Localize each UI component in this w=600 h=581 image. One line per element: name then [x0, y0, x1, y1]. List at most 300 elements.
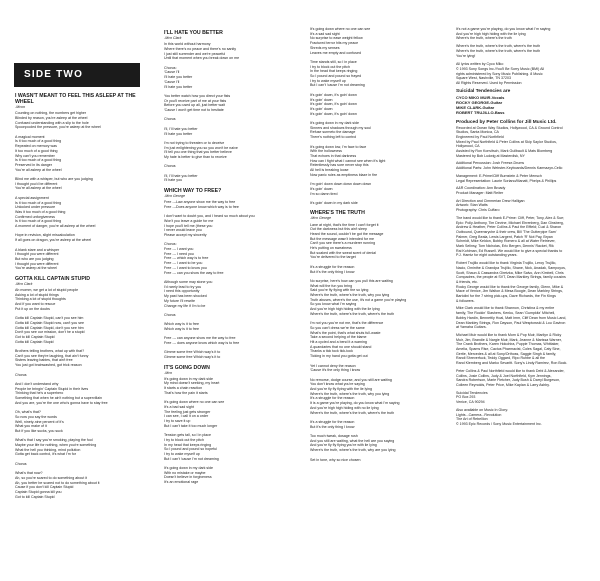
lyric-line: Where's the truth, where's the truth, why you lying [310, 391, 390, 396]
lyric-line: I don't want to doubt you, and I heard so much about you [164, 214, 255, 219]
text-line: Collins, Josie Collins, Judy & Joel Northfield, Kym Jennings, [456, 373, 552, 378]
lyric-line: And you're fly fly fiying you're with lie lying [310, 443, 377, 448]
lyric-line: Free --- can anyone show me the way to free [164, 336, 236, 341]
lyric-line: So I pound and pound so frayed [310, 74, 362, 79]
lyric-line: Now panic rules as emptiness blaze in fire [310, 172, 378, 177]
lyric-line: Why can't you remember [15, 153, 55, 158]
lyric-line: Chorus [164, 117, 176, 122]
text-line: Where's the truth, where's the truth, where's the truth [456, 44, 541, 49]
lyric-line: Got to kill Captain Stupid [15, 334, 55, 339]
lyric-line: I'll, I'll hate you better [164, 126, 198, 131]
lyric-line: And you're fly fly fiying with the lie lying [310, 387, 373, 392]
lyric-line: It's goin' down [310, 106, 333, 111]
lyric-line: That echoes in that darkness [310, 153, 357, 158]
lyric-credits [456, 62, 590, 86]
lyric-line: It's going down low, I'm face to face [310, 144, 367, 149]
lyric-line: Thinking that he's a superhero [15, 391, 64, 396]
lyric-line: Cause if you don't kill Captain Stupid [15, 485, 74, 490]
lyric-line: Or you'll receive part of me at your fists [164, 98, 227, 103]
lyric-line: But it's the only thing I know [310, 424, 355, 429]
lyric-line: But I can't 'cause I'm not dreaming [310, 83, 365, 88]
lyric-line: Free ---Does anyone know which way is to free [164, 204, 239, 209]
lyric-line: Said you're fly fiying with the so lying [310, 288, 369, 293]
text-line: Mark Selinsy, Tom Nicholas, Eric Bergen, Dennis' Racket, Rik [456, 244, 554, 249]
lyric-line: I'll, I'll hate you better [164, 173, 198, 178]
side-two-banner: SIDE TWO [14, 63, 140, 87]
lyric-line: Chorus: [164, 242, 177, 247]
lyric-line: I thought you were different [15, 252, 59, 257]
lyric-line: Unlocked under pressure [15, 205, 56, 210]
lyric-line: A quandaries that no one should stand [310, 344, 372, 349]
lyric-line: I'm just enlightening you so you won't be naive [164, 145, 238, 150]
lyric-line: Well, ninety-nine percent of it's [15, 419, 64, 424]
verse [164, 400, 295, 428]
lyric-line: Gotta kill Captain Stupid [15, 339, 54, 344]
lyric-line: What you make of it [15, 424, 47, 429]
lyric-line: You don't know what you're saying [310, 382, 365, 387]
lyric-line: It's a sad sad sight [310, 31, 340, 36]
lyric-line: Ah, so you're scared to do something about it [15, 475, 88, 480]
lyric-line: Time stands still, so I in place [310, 59, 357, 64]
text-line: Rai Kohlman, Ed Russell. We would like to give a special thanks to [456, 248, 563, 253]
lyric-line: Free --- I need you [164, 251, 194, 256]
lyric-line: Where's the truth, where's the truth, why are you lying [310, 448, 396, 453]
verse [310, 265, 445, 274]
verse [310, 378, 445, 416]
lyric-line: Thinking a lot of stupid thoughts [15, 297, 66, 302]
verse [15, 438, 149, 457]
lyric-line: Truth abuses, where's the use, it's not a game you're playing [310, 297, 407, 302]
verse [310, 60, 445, 88]
text-line: Amelia, Spams Rise, Cactus Pharmacist, Coles Sagal, Caty Sine, [456, 347, 561, 352]
lyric-line: Free --- I want to be you [164, 261, 203, 266]
verse [164, 164, 295, 169]
lyric-line: Heard the sound, couldn't be got the message [310, 231, 384, 236]
lyric-line: Set in tone, why so nice chosen [310, 457, 361, 462]
text-line: at Yamaha Guitars. [456, 325, 487, 330]
lyric-line: And I don't understand why [15, 381, 59, 386]
lyric-line: You're delivered to the target [310, 255, 356, 260]
text-line: Suicidal Tendencies [456, 390, 488, 395]
lyric-line: Hope in revision, slight miscalculation [15, 233, 75, 238]
lyric-line: Asking a lot of stupid things [15, 292, 59, 297]
song [15, 276, 149, 500]
lyric-line: Ah, you better be scared not to do something about it [15, 480, 100, 485]
lyric-line: Lane at night, that's the time I can't forget it [310, 222, 379, 227]
lyric-line: Don't you see our mission, don't he a stupid [15, 330, 85, 335]
song-title: I WASN'T MEANT TO FEEL THIS ASLEEP AT THE WHEEL [15, 93, 136, 105]
text-line: Mike Clark would like to thank Shannon, Christina & my entire [456, 306, 555, 311]
lyric-line: It's going down where no one can see [310, 27, 371, 31]
text-line: PO Box 293 [456, 395, 476, 400]
lyric-line: Tension gets tall, so I in place [164, 433, 211, 438]
text-line: Michael Muir would like to thank Mom & Pop Muir, Marilyn & Ricky [456, 332, 562, 337]
song-title: WHERE'S THE TRUTH [310, 210, 365, 217]
column-3 [310, 27, 445, 577]
song [310, 210, 445, 462]
verse [310, 93, 445, 117]
lyric-line: Take a second helping of the blame [310, 335, 367, 340]
text-line: Management: E-Prime/Cliff Burnstein & Peter Mensch [456, 173, 542, 178]
lyric-line: You better watch how you direct your fists [164, 93, 231, 98]
lyric-line: It's goin' down, it's goin' down [310, 111, 357, 116]
lyric-line: Where's the truth, where's the truth, why you lying [310, 293, 390, 298]
verse [164, 214, 295, 238]
text-line: Hollywood, CA [456, 144, 480, 149]
lyric-line: The feeling just gets stronger [164, 409, 211, 414]
lyric-line: Maybe your life for nothing, when you're something [15, 443, 97, 448]
lyric-line: But if you like sucks, you suck [15, 428, 63, 433]
lyric-line: You're all asleep at the wheel [15, 186, 62, 191]
lyric-line: Chorus [15, 372, 27, 377]
band-heading: Suicidal Tendencies are [456, 88, 511, 94]
song-credit: -Mcn Clark [164, 36, 182, 40]
lyric-line: I'm not you you're not me, that's the difference [310, 321, 384, 326]
production-credits [456, 126, 590, 285]
verse [310, 201, 445, 206]
text-line: Scott, Shaun & Cassandra Giretzka, Mike Salvo, Ann Kimbell, Chris [456, 270, 564, 275]
lyric-line: Gotta kill Captain Stupid now, can't you see [15, 320, 85, 325]
verse [164, 141, 295, 160]
lyric-line: Won't you leave a guide for me [164, 218, 214, 223]
lyric-line: I try to save it up [164, 419, 191, 424]
verse [164, 377, 295, 396]
song [164, 188, 295, 360]
lyric-line: Until that moment when you break down on me [164, 56, 240, 61]
lyric-line: Free --- does anyone know which way is to free [164, 341, 240, 346]
verse [15, 471, 149, 499]
verse [164, 200, 295, 209]
lyric-line: He's putting on sweatness [310, 246, 352, 251]
text-line: P.J. Hamtz for eight outstanding years. [456, 253, 518, 258]
lyric-line: A magical moment [15, 134, 45, 139]
lyric-line: Is it too much of a good thing [15, 200, 62, 205]
band-member: ROBERT TRUJILLO-Bass [456, 110, 505, 116]
verse [15, 196, 149, 229]
verse [15, 382, 149, 406]
song-credit: -Mcn Clark [15, 281, 33, 286]
text-line: Outbound, Queensryche & their crew, Bill 'The Gutterpipe Sam' [456, 229, 557, 234]
text-line: Engineered by Paul Northfield [456, 134, 504, 139]
lyric-line: Sinners and shadows through my soul [310, 125, 371, 130]
lyric-line: People be bringin' Captain Stupid in their lives [15, 386, 89, 391]
lyric-line: You're all asleep at the wheel [15, 167, 62, 172]
copyright-text: © 1993 Epic Records / Sony Music Entertainment Inc. [456, 421, 542, 426]
lyric-line: My future I'll rewrite [164, 298, 196, 303]
lyric-line: Gotta kill Captain Stupid, can't you see him [15, 316, 84, 321]
verse [310, 364, 445, 373]
song [164, 365, 295, 485]
lyric-line: It's goin' down in my dark side [310, 200, 358, 205]
text-line: Mixed by Paul Northfield & Peter Collins at Skip Saylor Studios, [456, 139, 557, 144]
verse [164, 313, 295, 318]
lyric-line: Oh, what's that? [15, 410, 41, 415]
lyric-line: It's an emotional rage [164, 480, 199, 485]
verse [15, 349, 149, 368]
lyric-line: What's the point, that's what shuts full-waste [310, 330, 381, 335]
lyric-line: What's that I say you're smoking, playing the fool [15, 438, 93, 443]
text-line: Art Direction and Cimmerian Drew Halligan [456, 198, 525, 203]
text-line: Square West, Nashville, TN 37203 [456, 76, 511, 81]
lyric-line: Chorus [15, 461, 27, 466]
lyric-line: Doesn't believe in forgiveness [164, 475, 212, 480]
lyric-line: So you know what I'm saying [310, 302, 357, 307]
text-line: All lyrics written by Cyco Miko [456, 62, 504, 67]
lyric-line: Blind me with a whisper, but who are you judging [15, 177, 93, 182]
song [164, 30, 295, 183]
verse [164, 466, 295, 485]
verse [15, 373, 149, 378]
song-title: IT'S GOING DOWN [164, 364, 210, 371]
text-line: Mace of Venice, Jim Walton & Mesa Boogie, Dean Markley Strings, [456, 289, 563, 294]
text-line: It's not a game you're playing, do you know what I'm saying [456, 27, 551, 31]
verse [15, 316, 149, 344]
lyric-line: Sisters leaving babies, that ain't free [15, 358, 73, 363]
text-line: Andrew & Heather, Peter Collins & Paul the Effield; Cuzi & Sharon [456, 225, 562, 230]
lyric-line: I'll tell you one thing that you better believe [164, 150, 232, 155]
verse [310, 223, 445, 261]
text-line: Rand Klemberg and Marko Sevaritt. Sony's Lindy Ramirez, Ron Bock. [456, 361, 568, 366]
lyric-line: What will the fun you bring [310, 283, 353, 288]
lyric-line: It's goin' down, it's goin' down [310, 102, 357, 107]
text-line: Artwork: Stan Watts [456, 203, 488, 208]
verse [310, 434, 445, 453]
text-line: Mastered by Bob Ludwig at Masterdisk, NY [456, 153, 525, 158]
lyric-line: It's going down in my dark side [164, 376, 214, 381]
lyric-line: That's how the pain it starts [164, 390, 208, 395]
lyric-line: Before you used up all, just better wait [164, 103, 225, 108]
text-line: Product Manager: Matt Reiter [456, 190, 504, 195]
lyric-line: With the hollowness [310, 149, 342, 154]
producer-heading: Produced by Peter Collins for Jill Music Ltd. [456, 119, 557, 125]
lyric-line: You just got brainwashed, got trick reason [15, 363, 82, 368]
lyric-line: Captain Stupid gonna kill you [15, 490, 62, 495]
verse [310, 321, 445, 359]
lyric-line: Is it too much of a good thing [15, 139, 62, 144]
text-line: Muir, Jim, Brandie & Nargie Muir, Mark, Jeanne & Marissa Warner, [456, 337, 562, 342]
lyric-line: It starts a chain reaction [164, 386, 203, 391]
lyric-line: Confirmed unforgiveness [15, 214, 55, 219]
lyric-line: Free --- I want to know you [164, 265, 207, 270]
lyric-line: Too much tweak, dosage rush [310, 434, 358, 439]
lyric-line: You're asleep at the wheel [15, 266, 57, 271]
lyric-line: I never would leave you [164, 228, 202, 233]
lyric-line: So you can't dress we're the same [310, 325, 365, 330]
verse [164, 117, 295, 122]
lyric-line: But I can't 'cause I'm not dreaming [164, 456, 219, 461]
lyric-line: Free --- I want you [164, 247, 194, 252]
thanks-credits [456, 285, 590, 427]
song-title: I'LL HATE YOU BETTER [164, 30, 223, 36]
text-line: & friends, etc. [456, 279, 478, 284]
lyric-line: Brothers telling brothers, what up with that? [15, 349, 85, 354]
lyric-line: It's a struggle for the reason [310, 264, 355, 269]
lyric-line: I'll hate you better [164, 75, 193, 80]
lyric-line: But who are you judging [15, 256, 54, 261]
text-line: Additional Percussion: Josh Freese-Drums [456, 161, 525, 166]
lyric-line: My mind doesn't seeking, my heart [164, 381, 220, 386]
lyric-line: Spoonpooled the pressure, you're asleep at the wheel [15, 125, 101, 130]
lyric-line: What the hell you thinking, mind pollution [15, 447, 81, 452]
text-line: Sandra Robertson, Marie Fletcher, Judy Bush & Darryl Burgeson, [456, 378, 561, 383]
song [15, 93, 149, 271]
song-credit: -Mcn George [164, 193, 185, 198]
text-line: And you're high high hiding with the lie lying [456, 31, 526, 36]
text-line: Robert Trujillo would like to thank Virginia Trujillo, Leroy Trujillo, [456, 261, 557, 266]
text-line: Where's the truth, where's the truth, where's the truth [456, 48, 541, 53]
text-line: rights administered by Sony Music Publishing. 8 Music [456, 71, 543, 76]
lyric-line: There's nothing left to control [310, 135, 357, 140]
lyric-line: Gotta get back control, it's what I'm for [15, 452, 76, 457]
lyric-line: It's a struggle for the reason [310, 396, 355, 401]
text-line: Dean Markley Strings, Ron Dayson, Paul Wesptowski & Lou Gaviron [456, 320, 566, 325]
verse [15, 248, 149, 272]
lyric-line: I'm so damn tired [310, 191, 338, 196]
text-line: Randi Shreverfuck, Teddy Oggard, Ripo Ruhbe & all the [456, 356, 546, 361]
band-member: ROCKY GEORGE-Guitar [456, 99, 503, 105]
intro-lyrics [456, 27, 590, 58]
lyric-line: A moment of danger, you're all asleep at the wheel [15, 224, 96, 229]
text-line: © 1993 Sony Songs Inc./You'll Be Sorry Music (BMI) All [456, 66, 545, 71]
lyric-line: Where's the truth, where's the truth, where's the truth [310, 311, 395, 316]
lyric-line: Thanks a tick tock tick-tock [310, 349, 353, 354]
lyric-line: And you still are waiting, what the hell are you saying [310, 438, 395, 443]
text-line: The band would like to thank E-Prime: Cliff, Peter, Tony, Alex & Sue; [456, 215, 565, 220]
lyric-line: I need this opportunity [164, 289, 200, 294]
lyric-line: I'm not trying to threaten or to deceive [164, 140, 225, 145]
column-1 [15, 90, 149, 576]
lyric-line: So now you say the words [15, 414, 57, 419]
verse [15, 410, 149, 434]
song-credit: -Mcn [164, 370, 172, 375]
lyric-line: 'Cause I won't get time not to hesitate [164, 108, 224, 113]
lyric-line: Please accept my sincerity [164, 232, 207, 237]
lyric-line: It too much of a good thing [15, 148, 58, 153]
verse [164, 350, 295, 359]
text-line: Peter Collins & Paul Northfield would like to thank Debi & Alexander, [456, 368, 565, 373]
lyric-line: Ah momm, we get a lot of stupid people [15, 287, 79, 292]
lyric-line: I'll hate you better [164, 131, 193, 136]
lyric-line: Where's the truth, where's the truth, where's the truth [310, 410, 395, 415]
text-line: Rocky George would like to thank the George family, Glenn, Mike & [456, 284, 564, 289]
verse [310, 121, 445, 140]
lyric-line: It is a game you're playing, do you know what I'm saying [310, 401, 400, 406]
lyric-line: It's going down in my dark side [164, 466, 214, 471]
verse [164, 280, 295, 308]
lyric-line: Yet I cannot deny the reason [310, 363, 356, 368]
lyric-line: Is it too much of a good thing [15, 158, 62, 163]
song-title: WHICH WAY TO FREE? [164, 187, 222, 194]
verse [15, 288, 149, 312]
text-line: Bobby Hardin, Bennettly Hoal, Matt Imm, Cliff Dean from Music Land, [456, 315, 567, 320]
lyric-line: I try to block out the pitch [164, 437, 204, 442]
lyric-line: Relentlessly has sore never stop this [310, 163, 369, 168]
text-line: Schmidt, Mike Keldon, Bobby Romero & all at Water Retriever, [456, 239, 556, 244]
text-line: Colleen Reynolds, Peter Price, Mike Kaplan & Larry Ashby. [456, 383, 550, 387]
lyric-line: I'd rarely lead to try you [164, 284, 202, 289]
lyric-line: But I can't take it too much longer [164, 423, 218, 428]
verse [310, 420, 445, 429]
lyric-line: I'll hate you [164, 178, 183, 183]
lyric-line: In this world without harmony [164, 42, 211, 47]
band-member: MIKE CLARK-Guitar [456, 105, 495, 111]
lyric-line: Fractured terror hits my peace [310, 41, 359, 46]
verse [15, 111, 149, 130]
lyric-line: I just still surrender and we're peaceful [164, 51, 226, 56]
verse [310, 458, 445, 463]
lyric-line: Which way is it to free [164, 322, 199, 327]
lyric-line: Something that when he ain't nothing but a supervillain [15, 396, 102, 401]
lyric-line: I hope you'll tell me (these you [164, 223, 213, 228]
lyric-line: My hate is better to give than to receive [164, 155, 227, 159]
text-line: & followers. [456, 298, 475, 303]
verse [164, 127, 295, 136]
lyric-line: I'll hate you better [164, 84, 193, 89]
verse [310, 279, 445, 317]
lyric-line: Although some may stone you [164, 279, 213, 284]
lyric-line: Confused understanding with a slip to the hole [15, 120, 89, 125]
lyric-line: Where there's no peace and there's no sanity [164, 46, 237, 51]
lyric-line: My past has been shocked [164, 294, 207, 299]
lyric-line: Chorus [164, 312, 176, 317]
verse [164, 94, 295, 113]
lyric-line: Blinded by reason, you're asleep at the wheel [15, 115, 88, 120]
lyric-line: And you're high high hiding with the lie lying [310, 307, 380, 312]
lyric-line: Got to kill Captain Stupid [15, 494, 55, 499]
lyric-line: Ticking in my hand you gotta get out [310, 354, 368, 359]
text-line: Assisted by Ron Konvitsch, Mark Guilbault & Mats Blomberg [456, 149, 553, 154]
text-line: Venice, CA 90294 [456, 400, 485, 405]
text-line: The Art of Rebellion [456, 417, 488, 422]
song-title: GOTTA KILL CAPTAIN STUPID [15, 275, 91, 282]
lyric-line: Repeated on memory was [15, 144, 57, 149]
text-line: A&R Coordination: Ann Broady [456, 186, 506, 191]
lyric-line: Can't you see they're laughing, that ain't funny [15, 353, 89, 358]
lyric-line: It's a struggle for the reason [310, 419, 355, 424]
text-line: Recorded at Ocean Way Studios, Hollywood, CA & Ground Control [456, 125, 563, 130]
verse [15, 233, 149, 242]
lyric-line: Is it too much of a good thing [15, 219, 62, 224]
text-line: You're lying! [456, 53, 476, 58]
lyric-line: I try to block out the pitch [310, 64, 350, 69]
lyric-line: I thought you'd be different [15, 181, 58, 186]
lyric-line: Hit a cycled and a bend it a warning [310, 340, 367, 345]
lyric-line: It's goin' down [310, 186, 333, 191]
lyric-line: No remorse, dodge course, and you still are waiting [310, 377, 392, 382]
lyric-line: Was it too much of a good thing [15, 209, 66, 214]
verse [164, 66, 295, 90]
lyric-line: 'Cause it's the only thing I know [310, 368, 361, 373]
lyric-line: And if you want to rescue [15, 302, 56, 307]
lyric-line: What's that now? [15, 471, 43, 476]
lyric-line: I try to wake myself up [164, 451, 200, 456]
text-line: Additional Parts: John Webster-Keyboards/Dennis Karmazyn-Cello [456, 166, 563, 171]
lyric-line: It's goin' down [310, 97, 333, 102]
lyric-line: Gimme some free Which way's it to [164, 355, 221, 360]
text-line: Photography: Chris Cuffaro [456, 208, 500, 213]
lyric-line: Which way is it to free [164, 326, 199, 331]
verse [164, 433, 295, 461]
lyric-line: And you're high high hiding with no lie lying [310, 405, 379, 410]
lyric-line: Free ---Law anyone show me the way to free [164, 200, 236, 205]
lyric-line: 'Cause I'll [164, 79, 180, 84]
lyric-line: Gimme some free Which way's it to [164, 350, 221, 355]
lyric-line: Refuse surmeto the damage [310, 130, 356, 135]
text-line: Epic: Polly Anthony, Tim Devine, Michael Ehrenberg, Dan Ginsberg, [456, 220, 564, 225]
lyric-line: It's goin' down, it's goin' down [310, 92, 357, 97]
verse [164, 336, 295, 345]
lyric-line: Free --- which way is to free [164, 256, 209, 261]
